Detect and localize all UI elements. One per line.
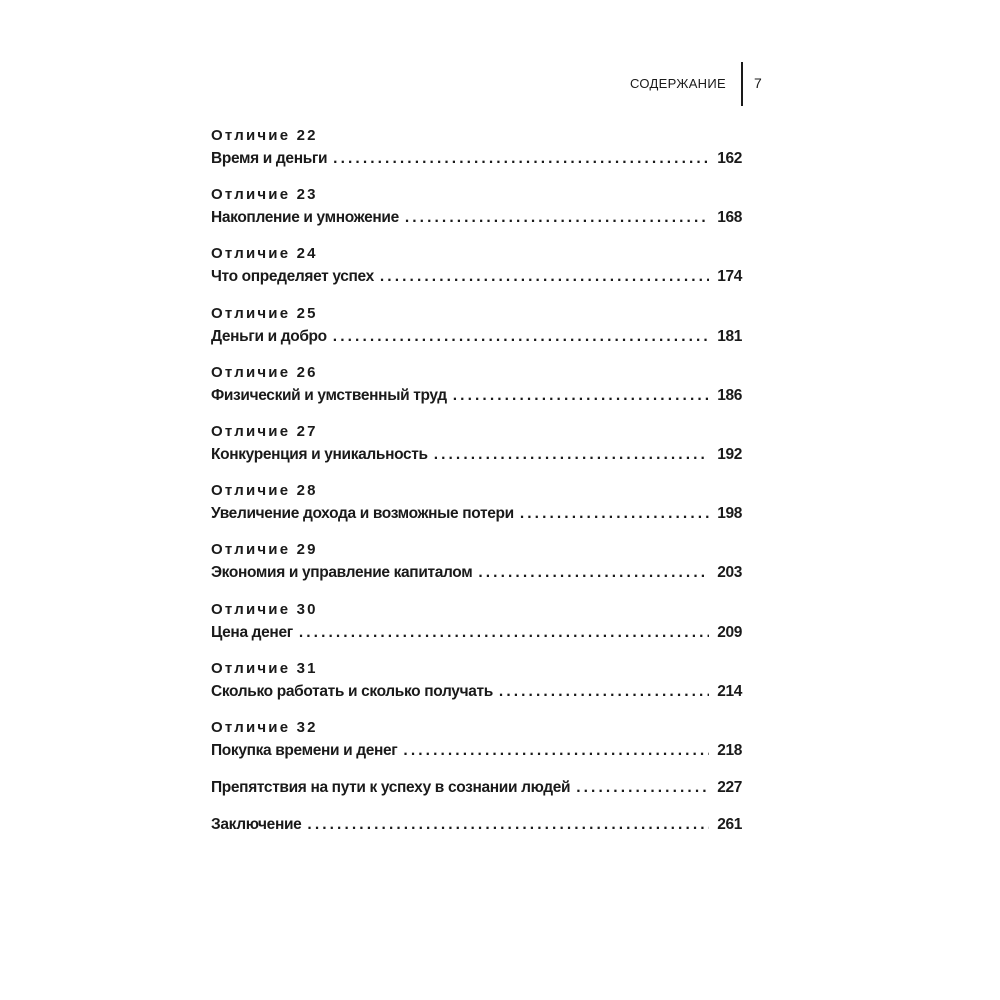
- running-head: [600, 62, 770, 106]
- toc-entry-page: 209: [717, 623, 742, 641]
- dot-leader: [299, 623, 709, 643]
- toc-entry-line: [211, 682, 742, 702]
- toc-entry-title: Накопление и умножение: [211, 209, 399, 227]
- toc-entry-line: [211, 778, 742, 798]
- dot-leader: [453, 386, 709, 406]
- toc-entry-obstacles[interactable]: [211, 778, 742, 815]
- toc-entry-label: Отличие 29: [211, 541, 318, 559]
- toc-entry-page: 227: [717, 779, 742, 797]
- toc-entry-24[interactable]: [211, 245, 742, 304]
- dot-leader: [403, 741, 709, 761]
- toc-entry-label: Отличие 32: [211, 718, 318, 736]
- toc-entry-title: Сколько работать и сколько получать: [211, 682, 493, 700]
- toc-entry-page: 218: [717, 741, 742, 759]
- toc-entry-label: Отличие 23: [211, 186, 318, 204]
- toc-entry-22[interactable]: [211, 127, 742, 186]
- toc-entry-label: Отличие 22: [211, 127, 318, 144]
- toc-entry-line: [211, 563, 742, 583]
- toc-entry-title: Препятствия на пути к успеху в сознании людей: [211, 779, 571, 797]
- dot-leader: [434, 445, 710, 465]
- dot-leader: [478, 563, 709, 583]
- toc-entry-line: [211, 815, 742, 835]
- toc-entry-27[interactable]: [211, 423, 742, 482]
- toc-entry-title: Увеличение дохода и возможные потери: [211, 505, 514, 523]
- toc-entry-25[interactable]: [211, 305, 742, 364]
- toc-entry-line: [211, 504, 742, 524]
- toc-entry-line: [211, 386, 742, 406]
- toc-entry-page: 192: [717, 445, 742, 463]
- toc-entry-line: [211, 327, 742, 347]
- toc-entry-line: [211, 741, 742, 761]
- toc-entry-29[interactable]: [211, 541, 742, 600]
- toc-entry-32[interactable]: [211, 719, 742, 778]
- toc-entry-page: 181: [717, 327, 742, 345]
- toc-entry-title: Экономия и управление капиталом: [211, 564, 473, 582]
- toc-entry-title: Деньги и добро: [211, 327, 327, 345]
- toc-entry-label: Отличие 30: [211, 600, 318, 618]
- toc-entry-title: Заключение: [211, 815, 302, 833]
- toc-entry-line: [211, 267, 742, 287]
- running-head-divider: [741, 62, 743, 106]
- toc-entry-page: 203: [717, 564, 742, 582]
- toc-entry-label: Отличие 26: [211, 363, 318, 381]
- dot-leader: [333, 327, 709, 347]
- dot-leader: [405, 208, 709, 228]
- toc-entry-title: Физический и умственный труд: [211, 386, 447, 404]
- toc-entry-label: Отличие 24: [211, 245, 318, 263]
- dot-leader: [380, 267, 709, 287]
- toc-entry-26[interactable]: [211, 364, 742, 423]
- toc-entry-page: 186: [717, 386, 742, 404]
- dot-leader: [499, 682, 709, 702]
- toc-entry-23[interactable]: [211, 186, 742, 245]
- toc-entry-line: [211, 445, 742, 465]
- toc-entry-page: 168: [717, 209, 742, 227]
- dot-leader: [333, 149, 709, 169]
- running-head-title: СОДЕРЖАНИЕ: [629, 76, 726, 91]
- toc-entry-page: 214: [717, 682, 742, 700]
- toc-entry-label: Отличие 25: [211, 304, 318, 322]
- toc-entry-page: 261: [717, 815, 742, 833]
- toc-entry-line: [211, 149, 742, 169]
- toc-entry-title: Что определяет успех: [211, 268, 374, 286]
- toc-entry-title: Время и деньги: [211, 150, 328, 167]
- toc-entry-title: Цена денег: [211, 623, 293, 641]
- dot-leader: [307, 815, 709, 835]
- toc-entry-line: [211, 623, 742, 643]
- dot-leader: [576, 778, 709, 798]
- table-of-contents: [211, 127, 742, 851]
- toc-entry-page: 174: [717, 268, 742, 286]
- page-number: 7: [754, 75, 762, 91]
- toc-entry-label: Отличие 28: [211, 482, 318, 500]
- toc-entry-28[interactable]: [211, 482, 742, 541]
- toc-entry-31[interactable]: [211, 660, 742, 719]
- toc-entry-conclusion[interactable]: [211, 815, 742, 852]
- toc-entry-page: 198: [717, 505, 742, 523]
- toc-entry-page: 162: [717, 150, 742, 167]
- toc-entry-label: Отличие 27: [211, 422, 318, 440]
- dot-leader: [520, 504, 709, 524]
- toc-entry-label: Отличие 31: [211, 659, 318, 677]
- toc-entry-title: Конкуренция и уникальность: [211, 445, 428, 463]
- toc-entry-30[interactable]: [211, 601, 742, 660]
- toc-entry-line: [211, 208, 742, 228]
- toc-entry-title: Покупка времени и денег: [211, 741, 398, 759]
